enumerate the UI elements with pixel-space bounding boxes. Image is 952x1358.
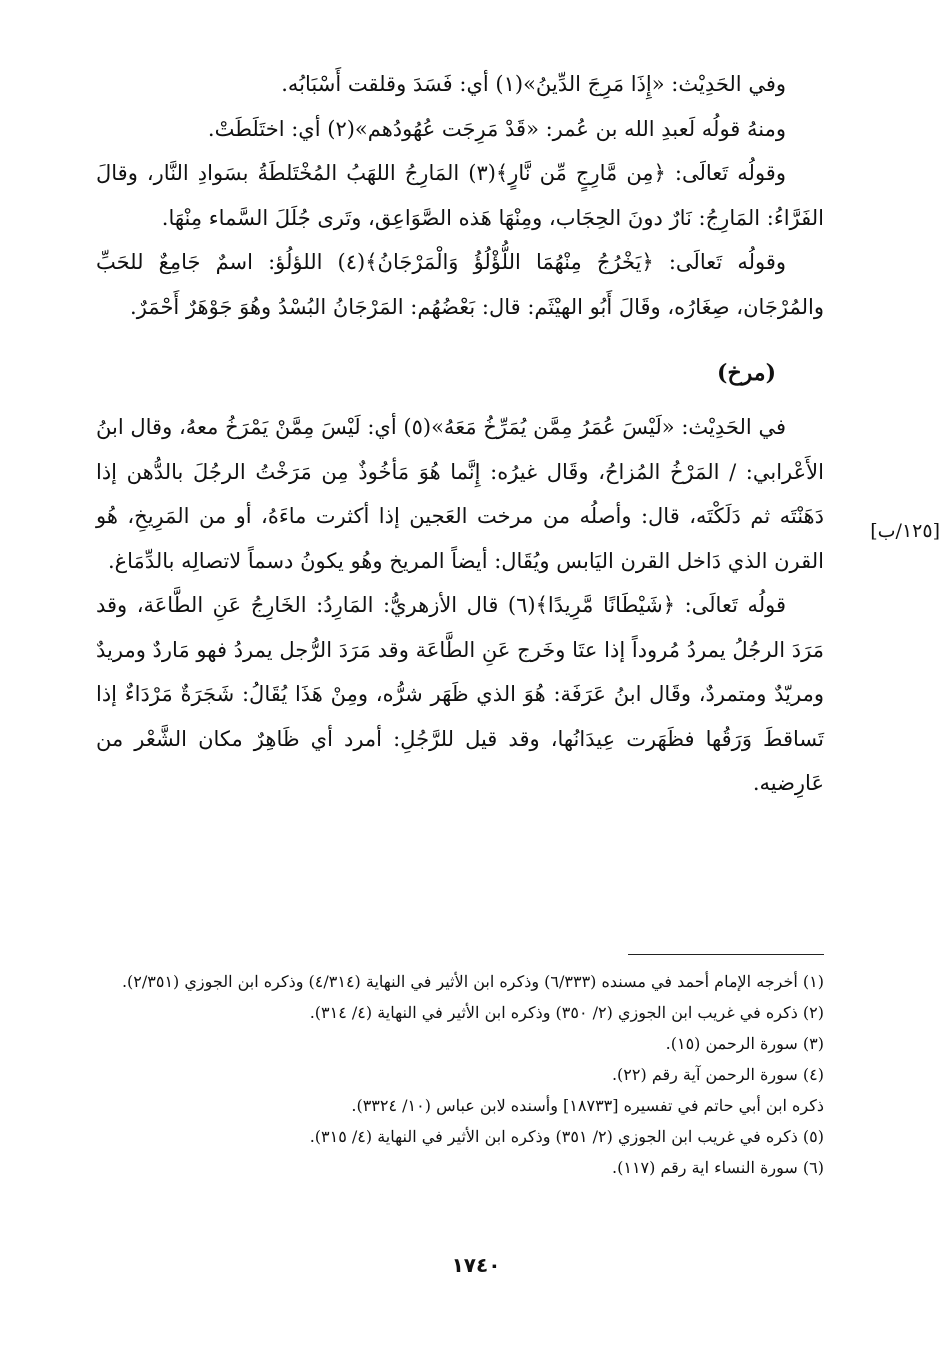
footnotes xyxy=(96,966,824,1183)
page-number: ١٧٤٠ xyxy=(451,1253,501,1277)
footnote: (١) أخرجه الإمام أحمد في مسنده (٦/٣٣٣) وذكره ابن الأثير في النهاية (٤/٣١٤) وذكره ابن الجوزي (٢/٣٥١). xyxy=(121,972,824,991)
paragraph: وقولُه تَعالَى: ﴿يَخْرُجُ مِنْهُمَا اللُّؤْلُؤُ وَالْمَرْجَانُ﴾(٤) اللؤلُؤ: اسمٌ جَامِعٌ للحَبِّ والمُرْجَان، صِغَارُه، وقَالَ أَبُو الهيْثَم: قال: بَعْضُهُم: المَرْجَانُ البُسْدُ وهُوَ جَوْهَرٌ أَحْمَرٌ. xyxy=(96,250,824,319)
footnote: ذكره ابن أبي حاتم في تفسيره [١٨٧٣٣] وأسنده لابن عباس (١٠/ ٣٣٢٤). xyxy=(351,1096,824,1115)
footnote: (٢) ذكره في غريب ابن الجوزي (٢/ ٣٥٠) وذكره ابن الأثير في النهاية (٤/ ٣١٤). xyxy=(309,1003,824,1022)
footnote: (٣) سورة الرحمن (١٥). xyxy=(665,1034,824,1053)
footnote: (٦) سورة النساء اية رقم (١١٧). xyxy=(612,1158,824,1177)
footnote: (٤) سورة الرحمن آية رقم (٢٢). xyxy=(611,1065,824,1084)
paragraph: قولُه تَعالَى: ﴿شَيْطَانًا مَّرِيدًا﴾(٦) قال الأزهريُّ: المَارِدُ: الخَارِجُ عَنِ الطَّاعَة، وقد مَرَدَ الرجُلُ يمردُ مُروداً إذا عتَا وخَرج عَنِ الطَّاعَة وقد مَرَدَ الرُّجل يمردُ فهو مَاردٌ ومريدٌ ومريّدٌ ومتمردٌ، وقَال ابنُ عَرَفَة: هُوَ الذي ظَهَر شرُّه، ومِنْ هَذَا يُقَالُ: شَجَرَةٌ مَرْدَاءٌ إذا تَساقطَ وَرَقُها فظَهَرت عِيدَانُها، وقد قيل للرَّجُلِ: أمرد أي ظَاهِرٌ مكان الشَّعْر من عَارِضيه. xyxy=(96,593,824,795)
main-text xyxy=(96,62,824,806)
paragraph: وفي الحَدِيْث: «إِذَا مَرِجَ الدِّينُ»(١) أي: فَسَدَ وقلقت أَسْبَابُه. xyxy=(281,72,786,96)
paragraph: في الحَدِيْث: «لَيْسَ عُمَرُ مِمَّن يُمَرِّخُ مَعَهُ»(٥) أي: لَيْسَ مِمَّنْ يَمْرَخُ معهُ، وقال ابنُ الأَعْرابي: / المَرْخُ المُزاحُ، وقَال غيرُه: إِنَّما هُوَ مَأخُوذٌ مِن مَرَخْتُ الرجُلَ بالدُّهن إذا دَهَنْتَه ثم دَلَكْتَه، قال: وأصلُه من مرخت العَجين إذا أكثرت ماءَهُ، أو من المَرِيخِ، هُو القرن الذي دَاخل القرن اليَابس ويُقَال: أيضاً المريخ وهُو يكونُ دسماً لاتصالِه بالدِّمَاغ. xyxy=(96,415,824,573)
footnote: (٥) ذكره في غريب ابن الجوزي (٢/ ٣٥١) وذكره ابن الأثير في النهاية (٤/ ٣١٥). xyxy=(309,1127,824,1146)
section-heading: (مرخ) xyxy=(717,360,776,386)
paragraph: ومنهُ قولُه لَعبدِ الله بن عُمر: «قَدْ مَرِجَت عُهُودُهم»(٢) أي: اختَلَطَتْ. xyxy=(207,116,786,141)
paragraph: وقولُه تَعالَى: ﴿مِن مَّارِجٍ مِّن نَّارٍ﴾(٣) المَارِجُ اللهَبُ المُخْتَلطَةُ بسَوادِ النَّار، وقالَ الفَرَّاءُ: المَارِجُ: نَارٌ دونَ الحِجَاب، ومِنْهَا هَذه الصَّوَاعِق، وتَرى جُلَلَ السَّماء مِنْهَا. xyxy=(96,161,824,230)
folio-marginal-note: [١٢٥/ب] xyxy=(870,520,940,542)
footnote-divider xyxy=(628,954,824,955)
